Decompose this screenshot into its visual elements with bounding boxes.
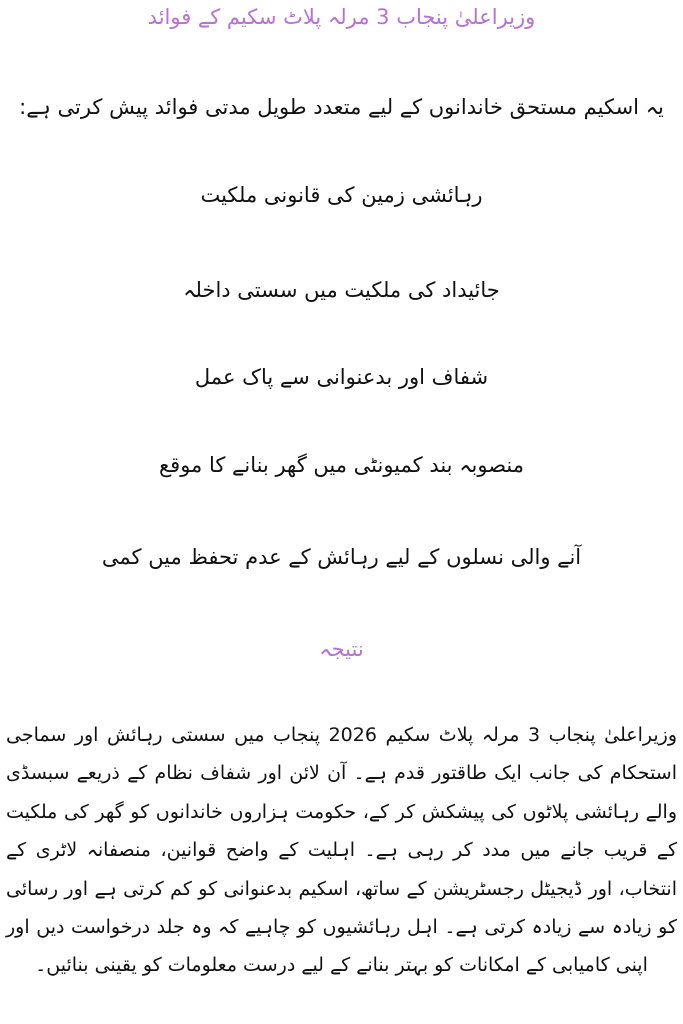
benefit-item: رہائشی زمین کی قانونی ملکیت bbox=[200, 183, 483, 207]
benefit-item: آنے والی نسلوں کے لیے رہائش کے عدم تحفظ میں کمی bbox=[101, 545, 582, 569]
benefit-item: شفاف اور بدعنوانی سے پاک عمل bbox=[194, 365, 489, 389]
conclusion-heading: نتیجہ bbox=[319, 637, 364, 661]
page-title: وزیراعلیٰ پنجاب 3 مرلہ پلاٹ سکیم کے فوائد bbox=[147, 5, 536, 29]
benefit-item: منصوبہ بند کمیونٹی میں گھر بنانے کا موقع bbox=[158, 453, 524, 477]
conclusion-paragraph: وزیراعلیٰ پنجاب 3 مرلہ پلاٹ سکیم 2026 پنجاب میں سستی رہائش اور سماجی استحکام کی جانب ایک طاقتور قدم ہے۔ آن لائن اور شفاف نظام کے ذریعے سبسڈی والے رہائشی پلاٹوں کی پیشکش کر کے، حکومت ہزاروں خاندانوں کو گھر کی ملکیت کے قریب جانے میں مدد کر رہی ہے۔ اہلیت کے واضح قوانین، منصفانہ لاٹری کے انتخاب، اور ڈیجیٹل رجسٹریشن کے ساتھ، اسکیم بدعنوانی کو کم کرتی ہے اور رسائی کو زیادہ سے زیادہ کرتی ہے۔ اہل رہائشیوں کو چاہیے کہ وہ جلد درخواست دیں اور اپنی کامیابی کے امکانات کو بہتر بنانے کے لیے درست معلومات کو یقینی بنائیں۔ bbox=[6, 724, 678, 977]
benefit-item: جائیداد کی ملکیت میں سستی داخلہ bbox=[183, 278, 500, 302]
intro-text: یہ اسکیم مستحق خاندانوں کے لیے متعدد طویل مدتی فوائد پیش کرتی ہے: bbox=[19, 95, 664, 119]
